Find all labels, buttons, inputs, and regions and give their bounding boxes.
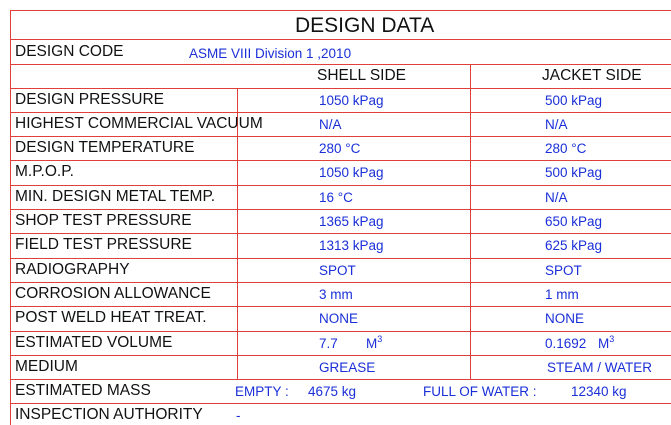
jacket-volume-unit: $M^3$ <box>598 334 615 351</box>
jacket-value: 500 kPag <box>545 93 603 108</box>
shell-volume-value: 7.7 <box>319 336 338 351</box>
table-title: DESIGN DATA <box>295 14 435 37</box>
mass-empty-value: 4675 kg <box>308 384 357 399</box>
jacket-value: N/A <box>545 190 568 205</box>
mass-empty-label: EMPTY : <box>235 384 289 399</box>
shell-value: 3 mm <box>319 287 353 302</box>
jacket-value: SPOT <box>545 263 582 278</box>
inspection-authority-label: INSPECTION AUTHORITY <box>15 406 203 423</box>
row-label: CORROSION ALLOWANCE <box>15 285 211 302</box>
inspection-authority-value: - <box>236 408 241 423</box>
shell-value: 16 °C <box>319 190 353 205</box>
estimated-mass-label: ESTIMATED MASS <box>15 382 151 399</box>
row-divider <box>10 136 671 137</box>
row-label: DESIGN PRESSURE <box>15 91 165 108</box>
jacket-volume-value: 0.1692 <box>545 336 587 351</box>
jacket-side-header: JACKET SIDE <box>542 67 642 84</box>
shell-value: 1050 kPag <box>319 165 384 180</box>
jacket-value: 280 °C <box>545 141 587 156</box>
row-label: POST WELD HEAT TREAT. <box>15 309 207 326</box>
jacket-value: 1 mm <box>545 287 579 302</box>
row-divider <box>10 233 671 234</box>
row-label: MIN. DESIGN METAL TEMP. <box>15 188 216 205</box>
design-code-label: DESIGN CODE <box>15 43 124 60</box>
jacket-value: 650 kPag <box>545 214 603 229</box>
row-label: M.P.O.P. <box>15 163 74 180</box>
shell-value: N/A <box>319 117 342 132</box>
row-divider <box>10 379 671 380</box>
row-divider <box>10 306 671 307</box>
row-divider <box>10 88 671 89</box>
shell-side-header: SHELL SIDE <box>317 67 407 84</box>
row-divider <box>10 258 671 259</box>
left-border <box>10 10 11 425</box>
shell-volume-unit: $M^3$ <box>366 334 383 351</box>
row-divider <box>10 403 671 404</box>
row-divider <box>10 282 671 283</box>
jacket-value: STEAM / WATER <box>547 360 653 375</box>
mass-full-value: 12340 kg <box>571 384 627 399</box>
shell-value: SPOT <box>319 263 356 278</box>
row-divider <box>10 185 671 186</box>
row-label: ESTIMATED VOLUME <box>15 334 173 351</box>
shell-value: GREASE <box>319 360 376 375</box>
design-code-value: ASME VIII Division 1 ,2010 <box>189 46 352 61</box>
shell-value: NONE <box>319 311 359 326</box>
row-divider <box>10 39 671 40</box>
jacket-value: 500 kPag <box>545 165 603 180</box>
jacket-value: NONE <box>545 311 585 326</box>
row-divider <box>10 10 671 11</box>
row-label: MEDIUM <box>15 358 78 375</box>
row-label: HIGHEST COMMERCIAL VACUUM <box>15 115 263 132</box>
row-divider <box>10 112 671 113</box>
row-divider <box>10 160 671 161</box>
row-label: SHOP TEST PRESSURE <box>15 212 192 229</box>
row-divider <box>10 331 671 332</box>
row-divider <box>10 64 671 65</box>
shell-value: 280 °C <box>319 141 361 156</box>
shell-value: 1365 kPag <box>319 214 384 229</box>
row-divider <box>10 355 671 356</box>
mass-full-label: FULL OF WATER : <box>423 384 537 399</box>
jacket-value: N/A <box>545 117 568 132</box>
row-label: FIELD TEST PRESSURE <box>15 236 192 253</box>
shell-value: 1313 kPag <box>319 238 384 253</box>
jacket-value: 625 kPag <box>545 238 603 253</box>
shell-value: 1050 kPag <box>319 93 384 108</box>
row-divider <box>10 209 671 210</box>
row-label: DESIGN TEMPERATURE <box>15 139 195 156</box>
row-label: RADIOGRAPHY <box>15 261 130 278</box>
